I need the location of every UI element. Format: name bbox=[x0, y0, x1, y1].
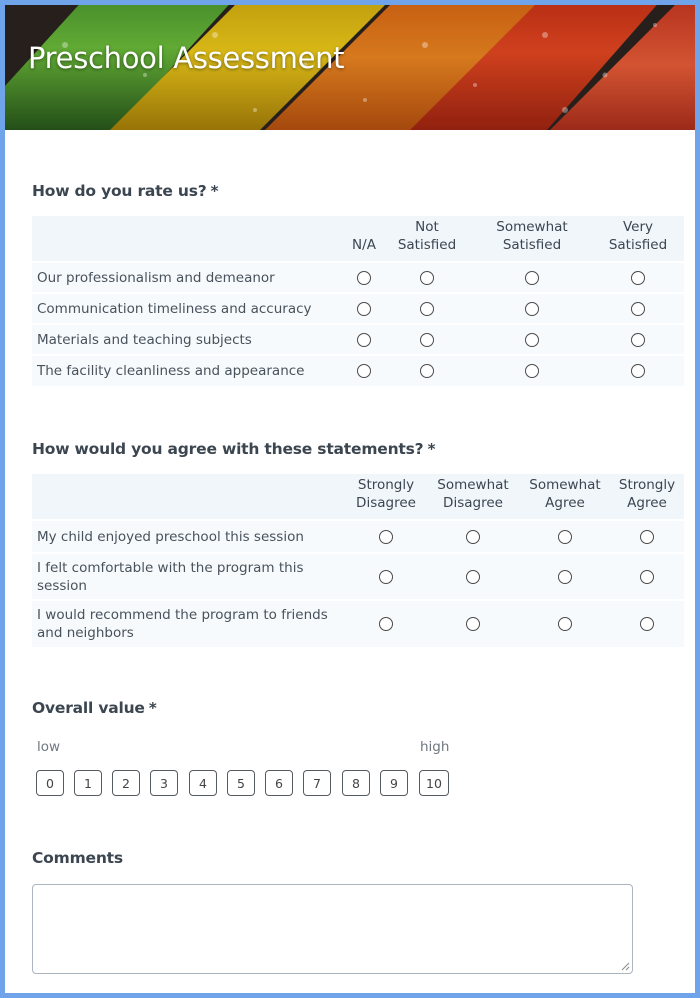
matrix-corner bbox=[32, 216, 346, 262]
column-header-na: N/A bbox=[346, 216, 382, 262]
scale-option-5[interactable]: 5 bbox=[227, 770, 255, 796]
radio-option[interactable] bbox=[466, 617, 480, 631]
question-agree-title bbox=[32, 440, 435, 458]
radio-option[interactable] bbox=[525, 364, 539, 378]
radio-option[interactable] bbox=[420, 271, 434, 285]
column-header-strongly-disagree: Strongly Disagree bbox=[346, 474, 426, 520]
scale-option-3[interactable]: 3 bbox=[150, 770, 178, 796]
column-header-somewhat-agree: Somewhat Agree bbox=[520, 474, 610, 520]
table-row bbox=[32, 520, 684, 553]
scale-high-label: high bbox=[420, 739, 450, 755]
row-label: I would recommend the program to friends and neighbors bbox=[32, 600, 346, 647]
radio-option[interactable] bbox=[525, 333, 539, 347]
column-header-strongly-agree: Strongly Agree bbox=[610, 474, 684, 520]
scale-option-7[interactable]: 7 bbox=[303, 770, 331, 796]
radio-option[interactable] bbox=[631, 364, 645, 378]
column-header-somewhat-disagree: Somewhat Disagree bbox=[426, 474, 520, 520]
resize-handle-icon[interactable] bbox=[621, 962, 630, 971]
question-overall-value-text: Overall value bbox=[32, 699, 145, 717]
form-title: Preschool Assessment bbox=[28, 41, 345, 75]
column-header-very-satisfied: Very Satisfied bbox=[592, 216, 684, 262]
scale-low-label: low bbox=[37, 739, 61, 755]
question-rate-us-title bbox=[32, 182, 218, 200]
question-overall-value-title bbox=[32, 699, 157, 717]
question-agree-text: How would you agree with these statements? bbox=[32, 440, 424, 458]
radio-option[interactable] bbox=[640, 570, 654, 584]
scale-option-0[interactable]: 0 bbox=[36, 770, 64, 796]
radio-option[interactable] bbox=[466, 570, 480, 584]
question-rate-us-text: How do you rate us? bbox=[32, 182, 207, 200]
rating-header-row bbox=[32, 216, 684, 262]
agreement-header-row bbox=[32, 474, 684, 520]
question-comments-title: Comments bbox=[32, 849, 123, 867]
radio-option[interactable] bbox=[379, 570, 393, 584]
row-label: Our professionalism and demeanor bbox=[32, 262, 346, 293]
table-row bbox=[32, 600, 684, 647]
required-marker: * bbox=[148, 699, 157, 717]
radio-option[interactable] bbox=[420, 302, 434, 316]
radio-option[interactable] bbox=[420, 333, 434, 347]
radio-option[interactable] bbox=[420, 364, 434, 378]
radio-option[interactable] bbox=[357, 333, 371, 347]
radio-option[interactable] bbox=[357, 302, 371, 316]
table-row bbox=[32, 324, 684, 355]
table-row bbox=[32, 262, 684, 293]
scale-option-10[interactable]: 10 bbox=[419, 770, 449, 796]
radio-option[interactable] bbox=[640, 530, 654, 544]
required-marker: * bbox=[210, 182, 219, 200]
row-label: Communication timeliness and accuracy bbox=[32, 293, 346, 324]
radio-option[interactable] bbox=[357, 364, 371, 378]
radio-option[interactable] bbox=[631, 271, 645, 285]
rating-matrix bbox=[32, 216, 684, 386]
scale-option-2[interactable]: 2 bbox=[112, 770, 140, 796]
radio-option[interactable] bbox=[631, 302, 645, 316]
radio-option[interactable] bbox=[466, 530, 480, 544]
radio-option[interactable] bbox=[525, 302, 539, 316]
radio-option[interactable] bbox=[379, 530, 393, 544]
header-banner bbox=[5, 5, 695, 130]
radio-option[interactable] bbox=[558, 530, 572, 544]
radio-option[interactable] bbox=[525, 271, 539, 285]
row-label: My child enjoyed preschool this session bbox=[32, 520, 346, 553]
table-row bbox=[32, 553, 684, 600]
column-header-not-satisfied: Not Satisfied bbox=[382, 216, 472, 262]
radio-option[interactable] bbox=[558, 570, 572, 584]
scale-option-9[interactable]: 9 bbox=[380, 770, 408, 796]
radio-option[interactable] bbox=[631, 333, 645, 347]
comments-textarea[interactable] bbox=[32, 884, 633, 974]
scale-option-8[interactable]: 8 bbox=[342, 770, 370, 796]
table-row bbox=[32, 355, 684, 386]
table-row bbox=[32, 293, 684, 324]
matrix-corner bbox=[32, 474, 346, 520]
row-label: The facility cleanliness and appearance bbox=[32, 355, 346, 386]
required-marker: * bbox=[427, 440, 436, 458]
scale-option-6[interactable]: 6 bbox=[265, 770, 293, 796]
radio-option[interactable] bbox=[640, 617, 654, 631]
radio-option[interactable] bbox=[379, 617, 393, 631]
scale-option-1[interactable]: 1 bbox=[74, 770, 102, 796]
radio-option[interactable] bbox=[558, 617, 572, 631]
column-header-somewhat-satisfied: Somewhat Satisfied bbox=[472, 216, 592, 262]
row-label: I felt comfortable with the program this session bbox=[32, 553, 346, 600]
agreement-matrix bbox=[32, 474, 684, 647]
scale-option-4[interactable]: 4 bbox=[189, 770, 217, 796]
row-label: Materials and teaching subjects bbox=[32, 324, 346, 355]
radio-option[interactable] bbox=[357, 271, 371, 285]
